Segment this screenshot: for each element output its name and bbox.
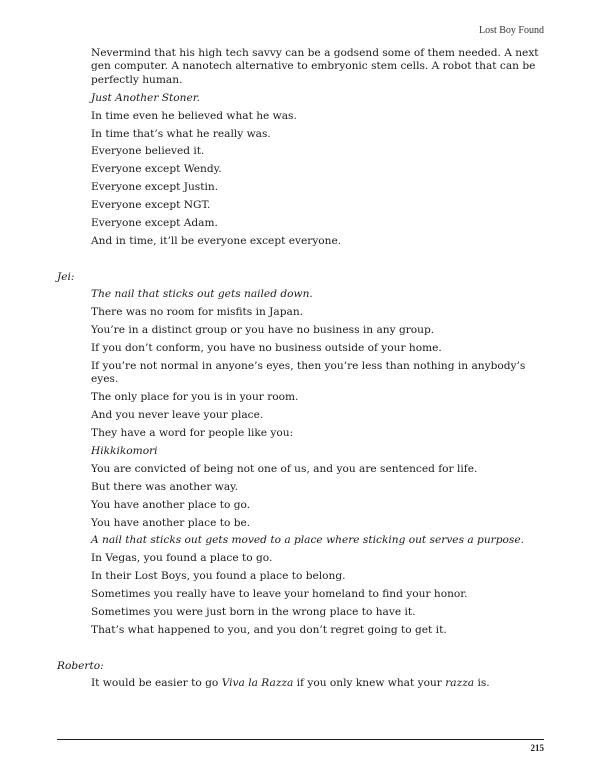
paragraph: In their Lost Boys, you found a place to belong. (91, 570, 346, 583)
paragraph: But there was another way. (91, 480, 239, 493)
text-run: It would be easier to go (91, 677, 222, 690)
paragraph: Sometimes you really have to leave your homeland to find your honor. (91, 588, 468, 601)
text-run: if you only knew what your (293, 677, 446, 690)
speaker-label: Roberto: (57, 659, 104, 672)
paragraph: And you never leave your place. (91, 409, 264, 422)
paragraph: And in time, it’ll be everyone except everyone. (91, 234, 342, 247)
paragraph: In Vegas, you found a place to go. (91, 552, 273, 565)
paragraph: If you don’t conform, you have no business outside of your home. (91, 342, 442, 354)
paragraph (91, 677, 544, 690)
paragraph: You have another place to be. (91, 516, 251, 529)
paragraph: Everyone except Wendy. (91, 163, 222, 176)
paragraph: The only place for you is in your room. (91, 391, 299, 404)
footer-rule (57, 739, 544, 740)
paragraph-italic: A nail that sticks out gets moved to a place where sticking out serves a purpose. (91, 534, 524, 547)
paragraph: That’s what happened to you, and you don’t regret going to get it. (91, 624, 447, 636)
paragraph: You are convicted of being not one of us, and you are sentenced for life. (91, 462, 478, 475)
paragraph: In time even he believed what he was. (91, 109, 297, 122)
paragraph: Sometimes you were just born in the wrong place to have it. (91, 606, 416, 619)
text-run-italic: razza (445, 677, 475, 690)
section-spacer (57, 253, 544, 271)
paragraph-italic: Just Another Stoner. (91, 91, 201, 104)
section-spacer (57, 642, 544, 660)
paragraph: You have another place to go. (91, 498, 251, 511)
paragraph: Everyone believed it. (91, 145, 205, 158)
page-body (57, 47, 544, 695)
paragraph: You’re in a distinct group or you have no business in any group. (91, 324, 435, 337)
section-jei (57, 271, 544, 638)
paragraph: In time that’s what he really was. (91, 127, 271, 140)
paragraph-italic: The nail that sticks out gets nailed down. (91, 288, 313, 301)
paragraph-italic: Hikkikomori (91, 444, 158, 457)
paragraph: Everyone except Adam. (91, 217, 218, 230)
text-run: is. (474, 677, 490, 690)
paragraph: They have a word for people like you: (91, 427, 294, 440)
text-run-italic: Viva la Razza (221, 677, 294, 690)
paragraph: There was no room for misfits in Japan. (91, 306, 304, 319)
section-roberto (57, 660, 544, 691)
running-header: Lost Boy Found (478, 25, 544, 36)
speaker-label: Jei: (57, 270, 75, 283)
section-continuation (57, 47, 544, 248)
paragraph: Everyone except NGT. (91, 199, 211, 212)
paragraph: Everyone except Justin. (91, 181, 219, 194)
paragraph: Nevermind that his high tech savvy can be a godsend some of them needed. A next gen computer. A nanotech alternative to embryonic stem cells. A robot that can be perfectly human. (91, 47, 539, 86)
page-number: 215 (530, 743, 544, 753)
paragraph: If you’re not normal in anyone’s eyes, then you’re less than nothing in anybody’s eyes. (91, 359, 526, 386)
